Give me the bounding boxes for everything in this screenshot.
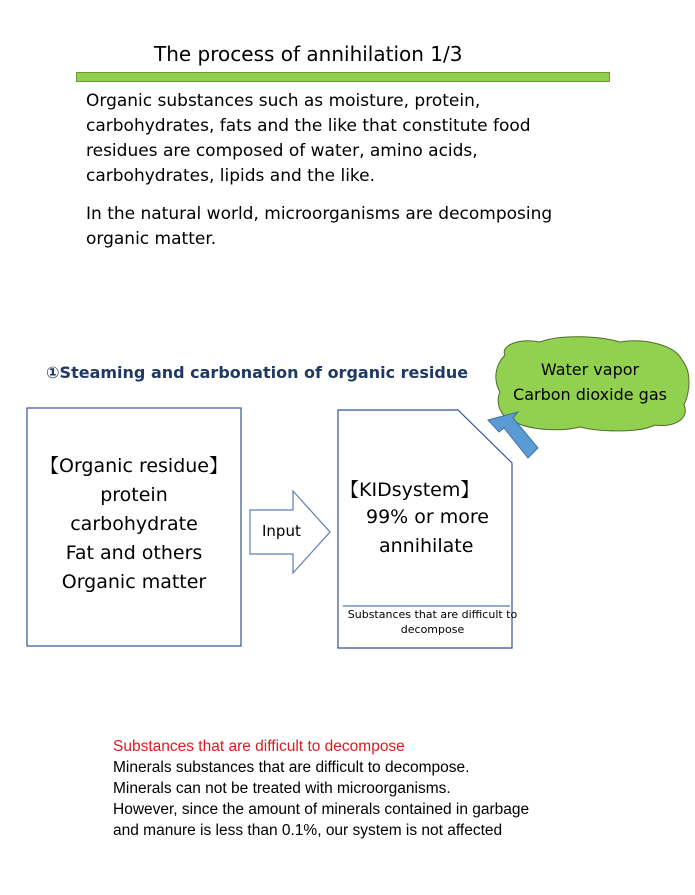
kid-system-title: 【KIDsystem】: [340, 479, 480, 501]
kid-system-note: Substances that are difficult to decompose: [347, 608, 518, 636]
input-arrow-label: Input: [262, 522, 301, 540]
cloud-text: [500, 357, 680, 407]
cloud-line-co2: Carbon dioxide gas: [513, 385, 667, 404]
organic-line-protein: protein: [100, 484, 168, 506]
kid-system-line-1: 99% or more: [366, 506, 489, 528]
organic-line-fat: Fat and others: [65, 542, 203, 564]
organic-residue-text: [27, 452, 241, 597]
section-heading: ①Steaming and carbonation of organic residue: [46, 363, 469, 382]
footer-line-4: and manure is less than 0.1%, our system is not affected: [113, 822, 503, 839]
organic-line-matter: Organic matter: [61, 571, 207, 593]
footer-line-2: Minerals can not be treated with microorganisms.: [113, 780, 451, 797]
organic-residue-title: 【Organic residue】: [40, 455, 228, 477]
page-title: The process of annihilation 1/3: [154, 42, 463, 66]
footer-notes: [113, 736, 529, 841]
footer-line-3: However, since the amount of minerals contained in garbage: [113, 801, 530, 818]
footer-heading: Substances that are difficult to decompose: [113, 738, 405, 755]
cloud-line-water-vapor: Water vapor: [540, 360, 640, 379]
intro-paragraph-1: Organic substances such as moisture, protein, carbohydrates, fats and the like that constitute food residues are composed of water, amino acids, carbohydrates, lipids and the like.: [86, 91, 531, 186]
intro-paragraph-2: In the natural world, microorganisms are decomposing organic matter.: [86, 204, 553, 249]
footer-line-1: Minerals substances that are difficult to decompose.: [113, 759, 470, 776]
kid-system-line-2: annihilate: [379, 535, 474, 557]
organic-line-carbohydrate: carbohydrate: [70, 513, 198, 535]
